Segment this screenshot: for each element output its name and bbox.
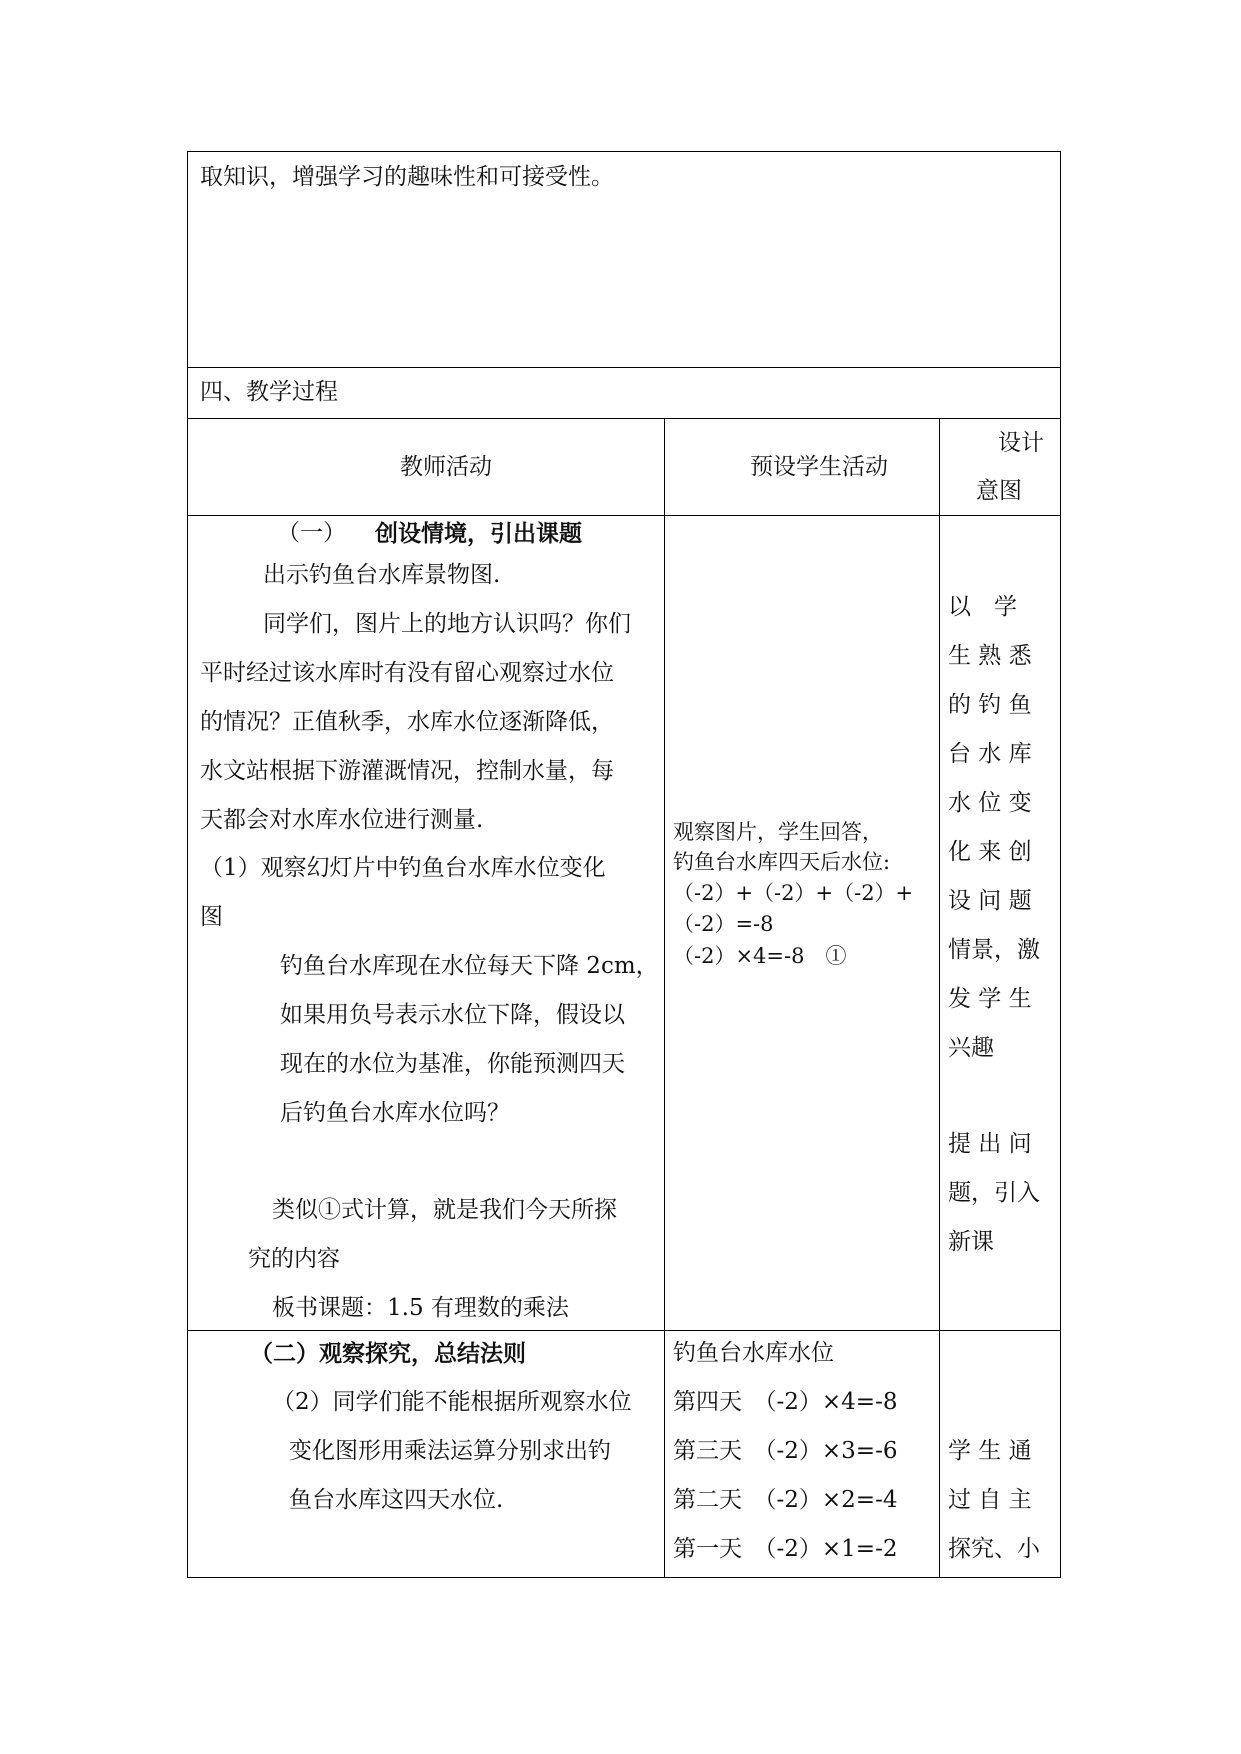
row1-design-line: 以 学: [948, 594, 1017, 620]
row2-teacher-line: （2）同学们能不能根据所观察水位: [272, 1389, 632, 1415]
row1-teacher-line: 图: [200, 904, 223, 930]
row1-design-line: 情景，激: [948, 937, 1040, 963]
row1-design-line: 化 来 创: [948, 839, 1032, 865]
row2-student-line: 第一天 （-2）×1=-2: [673, 1536, 898, 1562]
row1-design-line: 水 位 变: [948, 790, 1032, 816]
continued-paragraph: 取知识，增强学习的趣味性和可接受性。: [200, 164, 614, 190]
row1-teacher-line: 如果用负号表示水位下降，假设以: [280, 1002, 625, 1028]
header-design-intent-line1: 设计: [998, 430, 1044, 456]
row1-heading-title: 创设情境，引出课题: [375, 520, 582, 547]
row1-teacher-line: 后钓鱼台水库水位吗？: [280, 1100, 510, 1126]
header-teacher-activity: 教师活动: [400, 454, 492, 480]
row2-design-line: 探究、小: [948, 1536, 1040, 1562]
row1-design-line: 题，引入: [948, 1180, 1040, 1206]
row1-teacher-line: 钓鱼台水库现在水位每天下降 2cm，: [280, 953, 659, 979]
row1-teacher-line: 类似①式计算，就是我们今天所探: [272, 1197, 617, 1223]
row1-teacher-line: 天都会对水库水位进行测量.: [200, 807, 484, 833]
row1-teacher-line: 出示钓鱼台水库景物图.: [263, 562, 501, 588]
row1-design-line: 生 熟 悉: [948, 643, 1032, 669]
section-title: 四、教学过程: [200, 379, 338, 405]
row1-design-line: 的 钓 鱼: [948, 692, 1032, 718]
row2-design-line: 学 生 通: [948, 1438, 1032, 1464]
row1-teacher-line: 平时经过该水库时有没有留心观察过水位: [200, 660, 614, 686]
row1-student-line: （-2）+（-2）+（-2）+: [673, 881, 914, 905]
row1-design-line: 新课: [948, 1229, 994, 1255]
row1-student-line: （-2）×4=-8 ①: [673, 944, 847, 968]
row1-teacher-line: 现在的水位为基准，你能预测四天: [280, 1051, 625, 1077]
row1-design-line: 兴趣: [948, 1035, 994, 1061]
row1-design-line: 台 水 库: [948, 741, 1032, 767]
row1-teacher-line: 究的内容: [248, 1246, 340, 1272]
row2-teacher-line: 变化图形用乘法运算分别求出钓: [289, 1438, 611, 1464]
row2-heading: （二）观察探究，总结法则: [250, 1340, 526, 1367]
row1-design-line: 提 出 问: [948, 1131, 1032, 1157]
row1-student-line: 钓鱼台水库四天后水位:: [673, 850, 891, 874]
row2-student-line: 第二天 （-2）×2=-4: [673, 1487, 898, 1513]
row1-student-line: （-2）=-8: [673, 912, 774, 936]
row2-student-line: 钓鱼台水库水位: [673, 1340, 834, 1366]
header-student-activity: 预设学生活动: [750, 454, 888, 480]
row1-student-line: 观察图片，学生回答，: [673, 820, 883, 844]
row1-teacher-line: 同学们，图片上的地方认识吗？你们: [263, 611, 631, 637]
row2-student-line: 第四天 （-2）×4=-8: [673, 1389, 898, 1415]
row2-design-line: 过 自 主: [948, 1487, 1032, 1513]
row1-design-line: 设 问 题: [948, 888, 1032, 914]
row1-teacher-line: 水文站根据下游灌溉情况，控制水量，每: [200, 758, 614, 784]
row2-teacher-line: 鱼台水库这四天水位.: [289, 1487, 504, 1513]
row1-teacher-line: 板书课题：1.5 有理数的乘法: [272, 1295, 569, 1321]
header-design-intent-line2: 意图: [976, 478, 1022, 504]
row2-student-line: 第三天 （-2）×3=-6: [673, 1438, 898, 1464]
row1-teacher-line: 的情况？正值秋季，水库水位逐渐降低，: [200, 709, 614, 735]
row1-design-line: 发 学 生: [948, 986, 1032, 1012]
row1-heading-number: （一）: [277, 520, 346, 546]
row1-teacher-line: （1）观察幻灯片中钓鱼台水库水位变化: [200, 855, 606, 881]
